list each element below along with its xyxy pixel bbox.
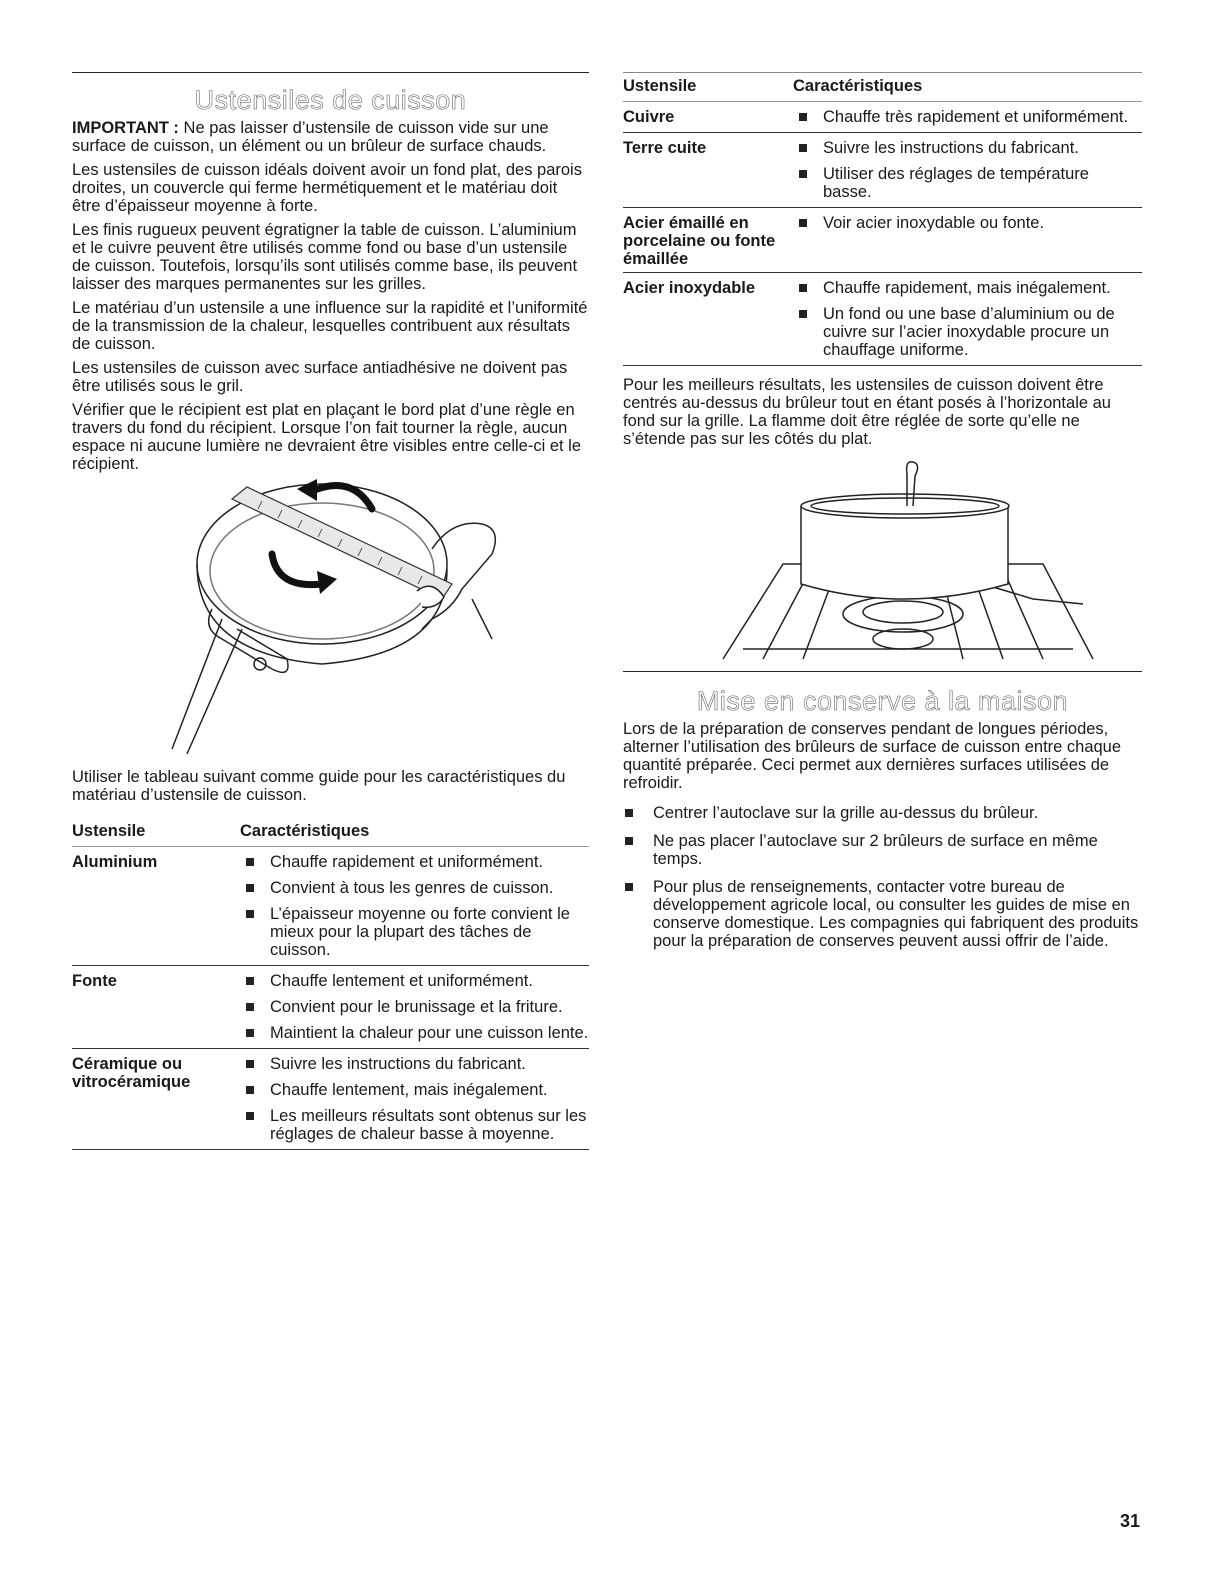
characteristics-cell	[240, 966, 589, 1049]
section-rule	[623, 671, 1142, 672]
table-row	[72, 1049, 589, 1150]
list-item: Convient pour le brunissage et la friture.	[240, 998, 589, 1016]
important-text: Ne pas laisser d’ustensile de cuisson vide sur une surface de cuisson, un élément ou un brûleur de surface chauds.	[72, 119, 549, 155]
section-title-canning: Mise en conserve à la maison	[696, 686, 1069, 716]
characteristics-cell	[793, 133, 1142, 208]
table-row	[72, 966, 589, 1049]
canning-intro: Lors de la préparation de conserves pendant de longues périodes, alterner l’utilisation des brûleurs de surface de cuisson entre chaque quantité préparée. Ceci permet aux dernières surfaces utilisées de refroidir.	[623, 720, 1122, 792]
pot-on-burner-illustration	[623, 454, 1142, 669]
important-paragraph	[72, 119, 589, 155]
table-row	[623, 273, 1142, 366]
characteristics-cell	[793, 102, 1142, 133]
important-label: IMPORTANT :	[72, 119, 179, 137]
characteristics-cell	[240, 1049, 589, 1150]
list-item: Chauffe très rapidement et uniformément.	[793, 108, 1142, 126]
paragraph: Les ustensiles de cuisson idéals doivent avoir un fond plat, des parois droites, un couvercle qui ferme hermétiquement et le matériau doit être d’épaisseur moyenne à forte.	[72, 161, 582, 215]
list-item: Un fond ou une base d’aluminium ou de cuivre sur l’acier inoxydable procure un chauffage uniforme.	[793, 305, 1142, 359]
paragraph: Le matériau d’un ustensile a une influence sur la rapidité et l’uniformité de la transmission de la chaleur, lesquelles contribuent aux résultats de cuisson.	[72, 299, 588, 353]
col-header-caracteristiques: Caractéristiques	[240, 818, 589, 847]
material-cell: Cuivre	[623, 102, 793, 133]
characteristics-cell	[240, 847, 589, 966]
list-item: Chauffe lentement, mais inégalement.	[240, 1081, 589, 1099]
list-item: Chauffe rapidement, mais inégalement.	[793, 279, 1142, 297]
table-row	[623, 208, 1142, 273]
list-item: Chauffe rapidement et uniformément.	[240, 853, 589, 871]
paragraph: Les finis rugueux peuvent égratigner la table de cuisson. L’aluminium et le cuivre peuvent être utilisés comme fond ou base d’un ustensile de cuisson. Toutefois, lorsqu’ils sont utilisés comme base, ils peuvent laisser des marques permanentes sur les grilles.	[72, 221, 578, 293]
list-item: Utiliser des réglages de température basse.	[793, 165, 1142, 201]
list-item: Suivre les instructions du fabricant.	[793, 139, 1142, 157]
characteristics-cell	[793, 208, 1142, 273]
list-item: L’épaisseur moyenne ou forte convient le mieux pour la plupart des tâches de cuisson.	[240, 905, 589, 959]
table-row	[623, 102, 1142, 133]
paragraph: Les ustensiles de cuisson avec surface antiadhésive ne doivent pas être utilisés sous le gril.	[72, 359, 568, 395]
table-header-row	[623, 73, 1142, 102]
section-title-cookware: Ustensiles de cuisson	[194, 85, 467, 115]
col-header-ustensile: Ustensile	[72, 818, 240, 847]
materials-table-right	[623, 73, 1142, 366]
list-item: Centrer l’autoclave sur la grille au-dessus du brûleur.	[623, 804, 1142, 822]
list-item: Pour plus de renseignements, contacter votre bureau de développement agricole local, ou consulter les guides de mise en conserve domestique. Les compagnies qui fabriquent des produits pour la préparation de conserves peuvent aussi offrir de l’aide.	[623, 878, 1142, 950]
pot-burner-drawing	[623, 454, 1142, 669]
material-cell: Aluminium	[72, 847, 240, 966]
table-row	[623, 133, 1142, 208]
table-row	[72, 847, 589, 966]
list-item: Voir acier inoxydable ou fonte.	[793, 214, 1142, 232]
col-header-ustensile: Ustensile	[623, 73, 793, 102]
material-cell: Acier émaillé en porcelaine ou fonte émaillée	[623, 208, 793, 273]
materials-table-left	[72, 818, 589, 1150]
material-cell: Acier inoxydable	[623, 273, 793, 366]
paragraph: Vérifier que le récipient est plat en plaçant le bord plat d’une règle en travers du fond du récipient. Lorsque l’on fait tourner la règle, aucun espace ni aucune lumière ne devraient être visibles entre celle-ci et le récipient.	[72, 401, 582, 473]
list-item: Suivre les instructions du fabricant.	[240, 1055, 589, 1073]
material-cell: Céramique ou vitrocéramique	[72, 1049, 240, 1150]
best-results-paragraph: Pour les meilleurs résultats, les ustensiles de cuisson doivent être centrés au-dessus du brûleur tout en étant posés à l’horizontale au fond sur la grille. La flamme doit être réglée de sorte qu’elle ne s’étende pas sur les côtés du plat.	[623, 376, 1111, 448]
list-item: Ne pas placer l’autoclave sur 2 brûleurs de surface en même temps.	[623, 832, 1142, 868]
page-number: 31	[1120, 1511, 1141, 1531]
material-cell: Terre cuite	[623, 133, 793, 208]
ruler-pan-illustration	[72, 479, 589, 764]
col-header-caracteristiques: Caractéristiques	[793, 73, 1142, 102]
material-cell: Fonte	[72, 966, 240, 1049]
left-column	[72, 72, 589, 1150]
list-item: Les meilleurs résultats sont obtenus sur les réglages de chaleur basse à moyenne.	[240, 1107, 589, 1143]
characteristics-cell	[793, 273, 1142, 366]
top-rule	[72, 72, 589, 73]
list-item: Maintient la chaleur pour une cuisson lente.	[240, 1024, 589, 1042]
guide-paragraph: Utiliser le tableau suivant comme guide pour les caractéristiques du matériau d’ustensile de cuisson.	[72, 768, 566, 804]
ruler-pan-drawing	[72, 479, 589, 764]
list-item: Convient à tous les genres de cuisson.	[240, 879, 589, 897]
canning-list	[623, 804, 1142, 950]
table-header-row	[72, 818, 589, 847]
right-column	[623, 72, 1142, 952]
list-item: Chauffe lentement et uniformément.	[240, 972, 589, 990]
